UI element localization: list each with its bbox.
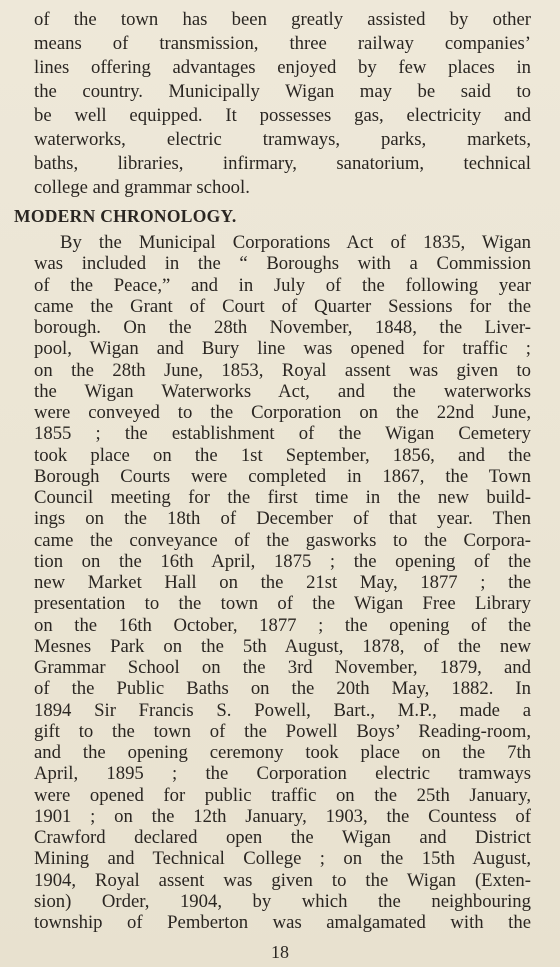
chronology-line: borough. On the 28th November, 1848, the Liver- [34,317,531,338]
chronology-line: tion on the 16th April, 1875 ; the opening of the [34,550,531,572]
chronology-line: presentation to the town of the Wigan Free Library [34,593,531,615]
section-heading: MODERN CHRONOLOGY. [14,206,237,226]
chronology-line: pool, Wigan and Bury line was opened for traffic ; [34,338,531,360]
chronology-line: Grammar School on the 3rd November, 1879, and [34,657,531,678]
chronology-line: of the Public Baths on the 20th May, 1882. In [34,678,531,700]
intro-line: lines offering advantages enjoyed by few places in [34,57,531,78]
chronology-line: was included in the “ Boroughs with a Commission [34,253,531,275]
chronology-line: 1904, Royal assent was given to the Wigan (Exten- [34,869,531,891]
page-number: 18 [271,942,289,962]
chronology-line: came the Grant of Court of Quarter Sessions for the [34,295,531,317]
chronology-line: April, 1895 ; the Corporation electric tramways [34,763,531,785]
intro-line: the country. Municipally Wigan may be said to [34,81,531,102]
chronology-line: Mesnes Park on the 5th August, 1878, of the new [34,635,531,657]
chronology-line: 1855 ; the establishment of the Wigan Cemetery [34,423,531,445]
chronology-line: new Market Hall on the 21st May, 1877 ; the [34,572,531,593]
intro-line: be well equipped. It possesses gas, electricity and [34,105,531,126]
chronology-line: Council meeting for the first time in the new build- [34,487,531,508]
chronology-line: on the 28th June, 1853, Royal assent was given to [34,359,531,381]
chronology-line: Mining and Technical College ; on the 15th August, [34,848,531,870]
chronology-line: sion) Order, 1904, by which the neighbouring [34,890,531,912]
chronology-line: took place on the 1st September, 1856, and the [34,444,531,466]
chronology-line: the Wigan Waterworks Act, and the waterworks [34,380,531,402]
chronology-line: gift to the town of the Powell Boys’ Reading-room, [34,720,531,742]
chronology-line: By the Municipal Corporations Act of 1835, Wigan [60,232,531,253]
chronology-line: and the opening ceremony took place on the 7th [34,742,531,763]
intro-line: baths, libraries, infirmary, sanatorium, technical [34,153,531,174]
chronology-line: Borough Courts were completed in 1867, the Town [34,465,531,487]
chronology-line: township of Pemberton was amalgamated with the [34,912,531,933]
chronology-line: on the 16th October, 1877 ; the opening of the [34,614,531,636]
chronology-line: were conveyed to the Corporation on the 22nd June, [34,402,531,423]
intro-line: college and grammar school. [34,177,250,198]
chronology-line: 1894 Sir Francis S. Powell, Bart., M.P., made a [34,699,531,721]
chronology-line: Crawford declared open the Wigan and District [34,827,531,848]
intro-line: means of transmission, three railway companies’ [34,33,531,54]
intro-line: of the town has been greatly assisted by other [34,9,531,30]
chronology-line: 1901 ; on the 12th January, 1903, the Countess of [34,805,531,827]
chronology-line: came the conveyance of the gasworks to the Corpora- [34,529,531,551]
chronology-line: ings on the 18th of December of that year. Then [34,508,531,530]
chronology-line: were opened for public traffic on the 25th January, [34,784,531,806]
intro-line: waterworks, electric tramways, parks, markets, [34,129,531,150]
chronology-line: of the Peace,” and in July of the following year [34,274,531,296]
